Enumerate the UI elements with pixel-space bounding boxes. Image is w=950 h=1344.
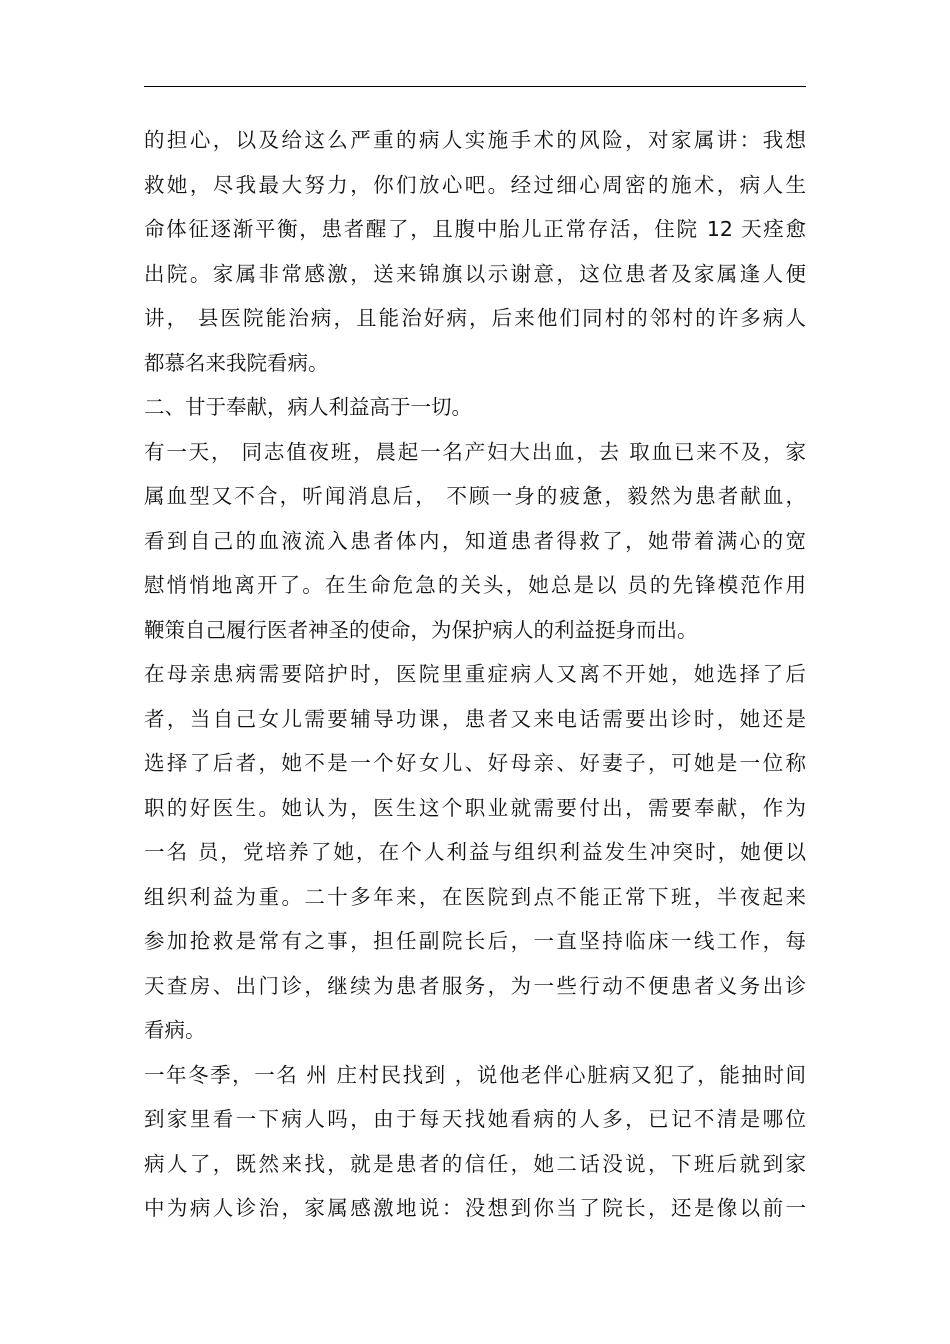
text-line: 组织利益为重。二十多年来，在医院到点不能正常下班，半夜起来 bbox=[144, 884, 806, 909]
document-body bbox=[144, 118, 806, 1231]
text-line: 病人了，既然来找，就是患者的信任，她二话没说，下班后就到家 bbox=[144, 1151, 806, 1176]
text-line: 者，当自己女儿需要辅导功课，患者又来电话需要出诊时，她还是 bbox=[144, 706, 806, 731]
text-line: 中为病人诊治，家属感激地说：没想到你当了院长，还是像以前一 bbox=[144, 1196, 806, 1220]
text-line: 一年冬季，一名 州 庄村民找到 ，说他老伴心脏病又犯了，能抽时间 bbox=[144, 1062, 806, 1087]
text-line: 慰悄悄地离开了。在生命危急的关头，她总是以 员的先锋模范作用 bbox=[144, 573, 806, 597]
paragraph bbox=[144, 430, 806, 653]
text-line: 命体征逐渐平衡，患者醒了，且腹中胎儿正常存活，住院 12 天痊愈 bbox=[144, 217, 806, 241]
text-line: 看到自己的血液流入患者体内，知道患者得救了，她带着满心的宽 bbox=[144, 528, 806, 553]
text-line: 参加抢救是常有之事，担任副院长后，一直坚持临床一线工作，每 bbox=[144, 929, 806, 953]
paragraph bbox=[144, 1053, 806, 1231]
text-line: 看病。 bbox=[144, 1018, 206, 1042]
text-line: 二、甘于奉献，病人利益高于一切。 bbox=[144, 395, 472, 419]
text-line: 属血型又不合，听闻消息后， 不顾一身的疲惫，毅然为患者献血， bbox=[144, 484, 806, 508]
text-line: 职的好医生。她认为，医生这个职业就需要付出，需要奉献，作为 bbox=[144, 795, 806, 820]
text-line: 选择了后者，她不是一个好女儿、好母亲、好妻子，可她是一位称 bbox=[144, 751, 806, 775]
paragraph bbox=[144, 385, 806, 430]
paragraph bbox=[144, 652, 806, 1053]
text-line: 救她，尽我最大努力，你们放心吧。经过细心周密的施术，病人生 bbox=[144, 172, 806, 197]
text-line: 到家里看一下病人吗，由于每天找她看病的人多，已记不清是哪位 bbox=[144, 1107, 806, 1131]
paragraph bbox=[144, 118, 806, 385]
text-line: 的担心，以及给这么严重的病人实施手术的风险，对家属讲：我想 bbox=[144, 128, 806, 152]
text-line: 鞭策自己履行医者神圣的使命，为保护病人的利益挺身而出。 bbox=[144, 617, 698, 642]
text-line: 天查房、出门诊，继续为患者服务，为一些行动不便患者义务出诊 bbox=[144, 973, 806, 998]
text-line: 一名 员，党培养了她，在个人利益与组织利益发生冲突时，她便以 bbox=[144, 840, 806, 864]
header-rule bbox=[144, 86, 806, 87]
text-line: 在母亲患病需要陪护时，医院里重症病人又离不开她，她选择了后 bbox=[144, 662, 806, 686]
text-line: 出院。家属非常感激，送来锦旗以示谢意，这位患者及家属逢人便 bbox=[144, 261, 806, 286]
text-line: 都慕名来我院看病。 bbox=[144, 350, 329, 375]
text-line: 讲， 县医院能治病，且能治好病，后来他们同村的邻村的许多病人 bbox=[144, 306, 806, 330]
text-line: 有一天， 同志值夜班，晨起一名产妇大出血，去 取血已来不及，家 bbox=[144, 439, 806, 464]
